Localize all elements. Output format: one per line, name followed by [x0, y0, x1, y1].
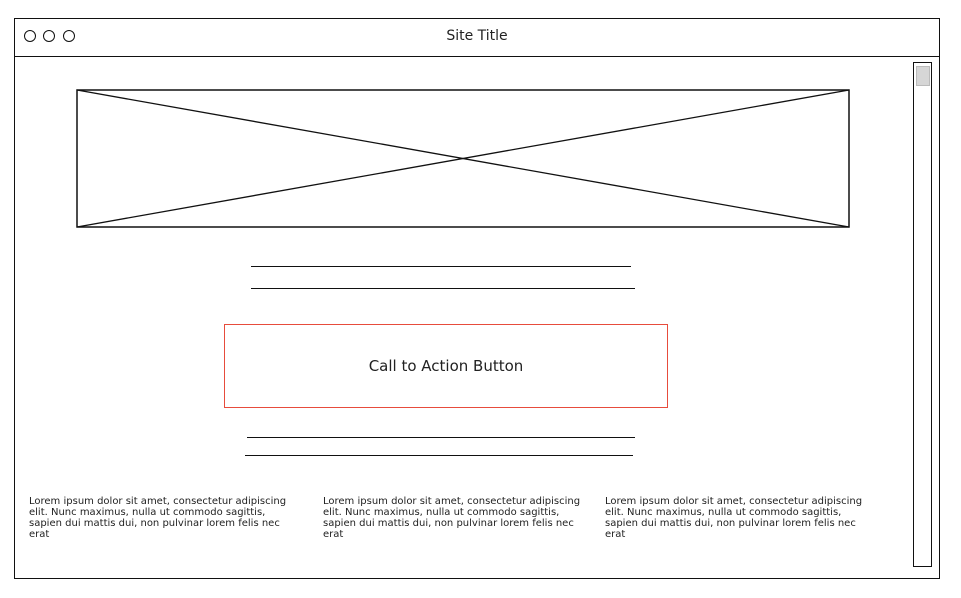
subheading-line: [251, 288, 635, 289]
heading-line: [251, 266, 631, 267]
site-title: Site Title: [446, 28, 508, 44]
text-line: [247, 437, 635, 438]
column-text-left: Lorem ipsum dolor sit amet, consectetur adipiscing elit. Nunc maximus, nulla ut commodo sagittis, sapien dui mattis dui, non pulvinar lorem felis nec erat: [29, 496, 287, 540]
image-placeholder: [76, 89, 851, 233]
image-placeholder-icon: [76, 89, 851, 229]
scrollbar-thumb[interactable]: [916, 66, 930, 86]
text-line: [245, 455, 633, 456]
call-to-action-button[interactable]: [224, 324, 668, 408]
column-text-middle: Lorem ipsum dolor sit amet, consectetur adipiscing elit. Nunc maximus, nulla ut commodo sagittis, sapien dui mattis dui, non pulvinar lorem felis nec erat: [323, 496, 581, 540]
vertical-scrollbar[interactable]: [913, 62, 932, 567]
column-text-right: Lorem ipsum dolor sit amet, consectetur adipiscing elit. Nunc maximus, nulla ut commodo sagittis, sapien dui mattis dui, non pulvinar lorem felis nec erat: [605, 496, 863, 540]
title-bar: [15, 19, 939, 57]
browser-window: [14, 18, 940, 579]
cta-label: Call to Action Button: [368, 357, 524, 375]
